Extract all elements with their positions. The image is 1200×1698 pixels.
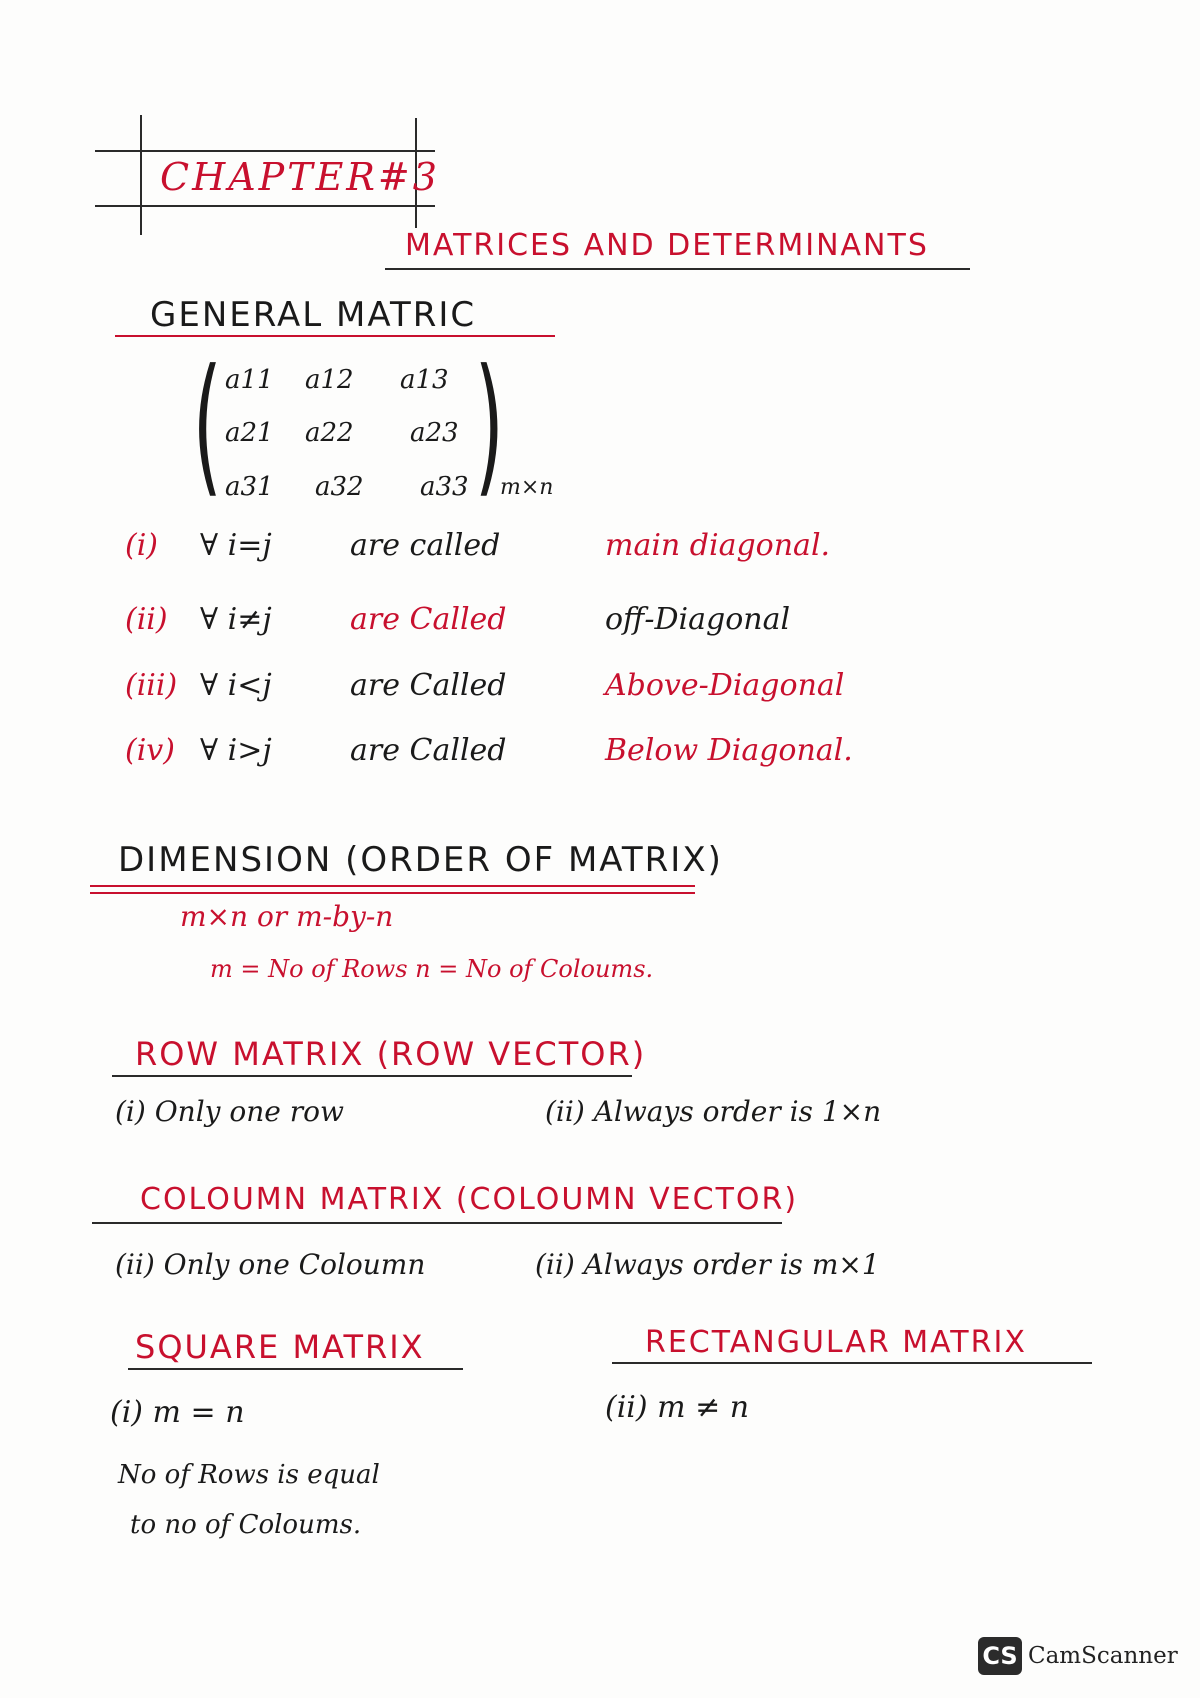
column-matrix-heading: COLOUMN MATRIX (COLOUMN VECTOR) — [140, 1182, 799, 1217]
dimension-notation: m×n or m-by-n — [180, 900, 394, 933]
rule-name: off-Diagonal — [605, 602, 791, 637]
matrix-cell: a21 — [225, 418, 274, 448]
matrix-cell: a12 — [305, 365, 354, 395]
rule-row — [125, 602, 790, 637]
chapter-box-top — [95, 150, 435, 152]
rule-number: (iv) — [125, 733, 175, 768]
rule-name: Above-Diagonal — [605, 668, 845, 703]
square-matrix-point-1: (i) m = n — [110, 1395, 245, 1430]
square-heading-underline — [128, 1368, 463, 1370]
rule-verb: are Called — [350, 668, 507, 703]
rule-name: main diagonal. — [605, 528, 831, 563]
general-heading-underline — [115, 335, 555, 337]
rule-number: (ii) — [125, 602, 168, 637]
square-matrix-point-3: to no of Coloums. — [130, 1510, 362, 1540]
rectangular-matrix-point-1: (ii) m ≠ n — [605, 1390, 750, 1425]
rule-verb: are called — [350, 528, 501, 563]
matrix-order-subscript: m×n — [500, 475, 554, 500]
rule-condition: ∀ i=j — [200, 528, 272, 563]
matrix-cell: a33 — [420, 472, 469, 502]
rule-name: Below Diagonal. — [605, 733, 853, 768]
rule-number: (iii) — [125, 668, 178, 703]
matrix-cell: a22 — [305, 418, 354, 448]
dimension-heading: DIMENSION (ORDER OF MATRIX) — [118, 840, 723, 880]
square-matrix-heading: SQUARE MATRIX — [135, 1328, 425, 1366]
rule-number: (i) — [125, 528, 159, 563]
title-underline — [385, 268, 970, 270]
column-matrix-point-1: (ii) Only one Coloumn — [115, 1248, 426, 1281]
rule-condition: ∀ i>j — [200, 733, 272, 768]
square-matrix-point-2: No of Rows is equal — [118, 1460, 380, 1490]
rule-condition: ∀ i≠j — [200, 602, 272, 637]
camscanner-logo: CS — [978, 1637, 1022, 1675]
row-matrix-point-2: (ii) Always order is 1×n — [545, 1095, 882, 1128]
column-matrix-point-2: (ii) Always order is m×1 — [535, 1248, 880, 1281]
matrix-cell: a11 — [225, 365, 274, 395]
dimension-underline-2 — [90, 892, 695, 894]
rule-row — [125, 733, 853, 768]
rectangular-matrix-heading: RECTANGULAR MATRIX — [645, 1325, 1027, 1360]
rule-row — [125, 528, 830, 563]
matrix-cell: a31 — [225, 472, 274, 502]
rule-row — [125, 668, 844, 703]
chapter-box-left — [140, 115, 142, 235]
camscanner-text: CamScanner — [1028, 1643, 1178, 1669]
dimension-underline — [90, 885, 695, 887]
matrix-left-paren: ( — [192, 338, 222, 512]
row-heading-underline — [112, 1075, 632, 1077]
chapter-box-bottom — [95, 205, 435, 207]
rule-verb: are Called — [350, 733, 507, 768]
chapter-label: CHAPTER#3 — [160, 155, 440, 199]
matrix-cell: a32 — [315, 472, 364, 502]
dimension-definition: m = No of Rows n = No of Coloums. — [210, 955, 654, 983]
matrix-cell: a13 — [400, 365, 449, 395]
rule-verb: are Called — [350, 602, 507, 637]
matrix-right-paren: ) — [474, 338, 504, 512]
general-matrix-heading: GENERAL MATRIC — [150, 295, 477, 335]
rectangular-heading-underline — [612, 1362, 1092, 1364]
camscanner-watermark — [978, 1637, 1178, 1675]
row-matrix-heading: ROW MATRIX (ROW VECTOR) — [135, 1035, 647, 1073]
matrix-cell: a23 — [410, 418, 459, 448]
column-heading-underline — [92, 1222, 782, 1224]
page-title: MATRICES AND DETERMINANTS — [405, 228, 929, 263]
rule-condition: ∀ i<j — [200, 668, 272, 703]
row-matrix-point-1: (i) Only one row — [115, 1095, 344, 1128]
